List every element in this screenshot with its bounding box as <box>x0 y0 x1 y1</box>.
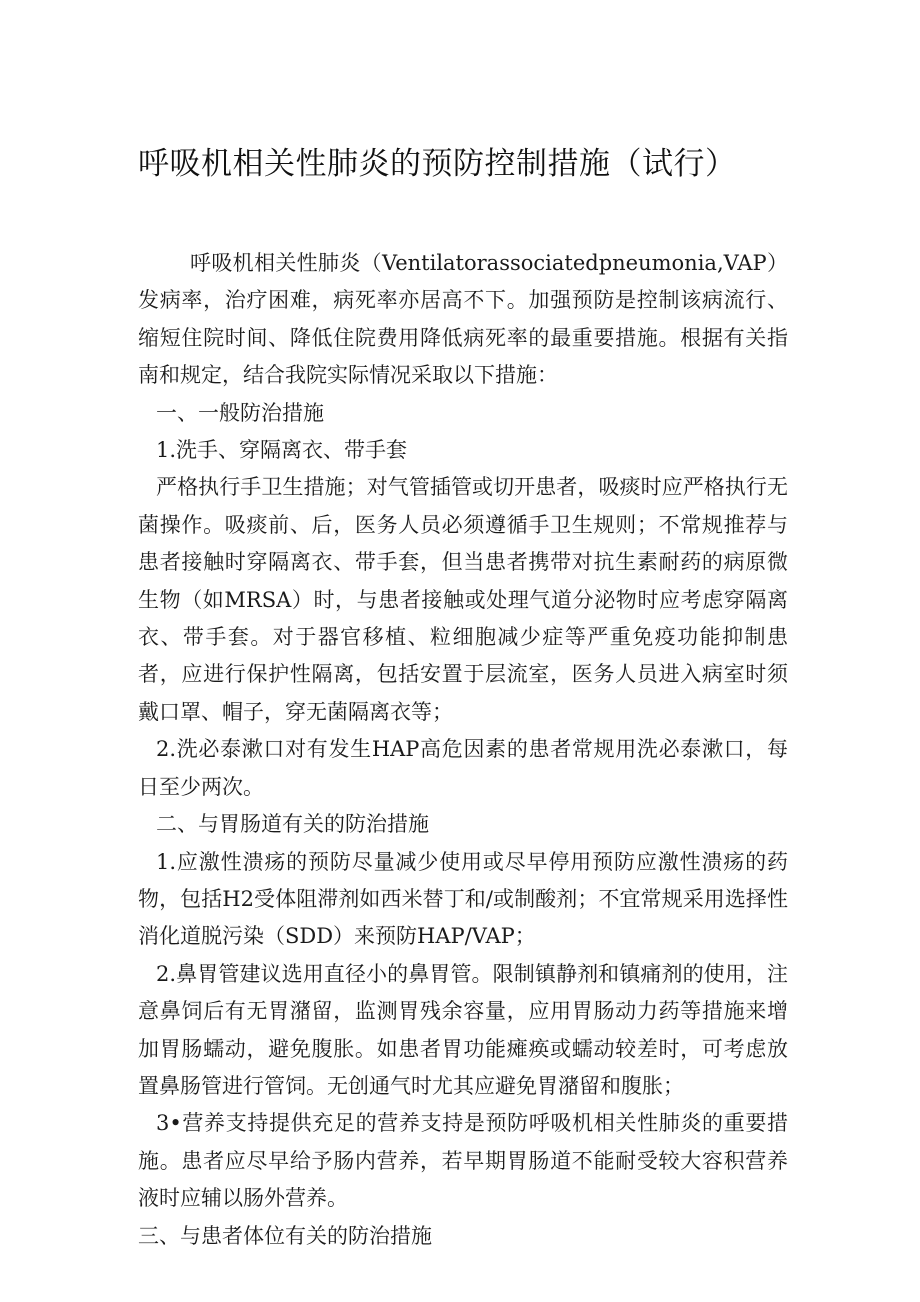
paragraph-nasogastric-tube: 2.鼻胃管建议选用直径小的鼻胃管。限制镇静剂和镇痛剂的使用，注意鼻饲后有无胃潴留，监测胃残余容量，应用胃肠动力药等措施来增加胃肠蠕动，避免腹胀。如患者胃功能瘫痪或蠕动较差时，可考虑放置鼻肠管进行管饲。无创通气时尤其应避免胃潴留和腹胀； <box>138 961 788 1098</box>
document-title: 呼吸机相关性肺炎的预防控制措施（试行） <box>138 146 737 182</box>
section-heading-gastrointestinal: 二、与胃肠道有关的防治措施 <box>156 812 429 837</box>
paragraph-chlorhexidine: 2.洗必泰漱口对有发生HAP高危因素的患者常规用洗必泰漱口，每日至少两次。 <box>138 737 788 799</box>
paragraph-stress-ulcer: 1.应激性溃疡的预防尽量减少使用或尽早停用预防应激性溃疡的药物，包括H2受体阻滞剂如西米替丁和/或制酸剂；不宜常规采用选择性消化道脱污染（SDD）来预防HAP/VAP； <box>138 849 788 949</box>
section-heading-general: 一、一般防治措施 <box>156 400 324 425</box>
document-body <box>138 245 788 1255</box>
paragraph-nutrition: 3•营养支持提供充足的营养支持是预防呼吸机相关性肺炎的重要措施。患者应尽早给予肠内营养，若早期胃肠道不能耐受较大容积营养液时应辅以肠外营养。 <box>138 1111 788 1211</box>
subheading-handwashing: 1.洗手、穿隔离衣、带手套 <box>156 438 408 463</box>
paragraph-hand-hygiene: 严格执行手卫生措施；对气管插管或切开患者，吸痰时应严格执行无菌操作。吸痰前、后，医务人员必须遵循手卫生规则；不常规推荐与患者接触时穿隔离衣、带手套，但当患者携带对抗生素耐药的病原微生物（如MRSA）时，与患者接触或处理气道分泌物时应考虑穿隔离衣、带手套。对于器官移植、粒细胞减少症等严重免疫功能抑制患者，应进行保护性隔离，包括安置于层流室，医务人员进入病室时须戴口罩、帽子，穿无菌隔离衣等； <box>138 475 788 724</box>
section-heading-position: 三、与患者体位有关的防治措施 <box>138 1223 432 1248</box>
intro-paragraph: 呼吸机相关性肺炎（Ventilatorassociatedpneumonia,VAP）发病率，治疗困难，病死率亦居高不下。加强预防是控制该病流行、缩短住院时间、降低住院费用降低病死率的最重要措施。根据有关指南和规定，结合我院实际情况采取以下措施： <box>138 251 788 388</box>
